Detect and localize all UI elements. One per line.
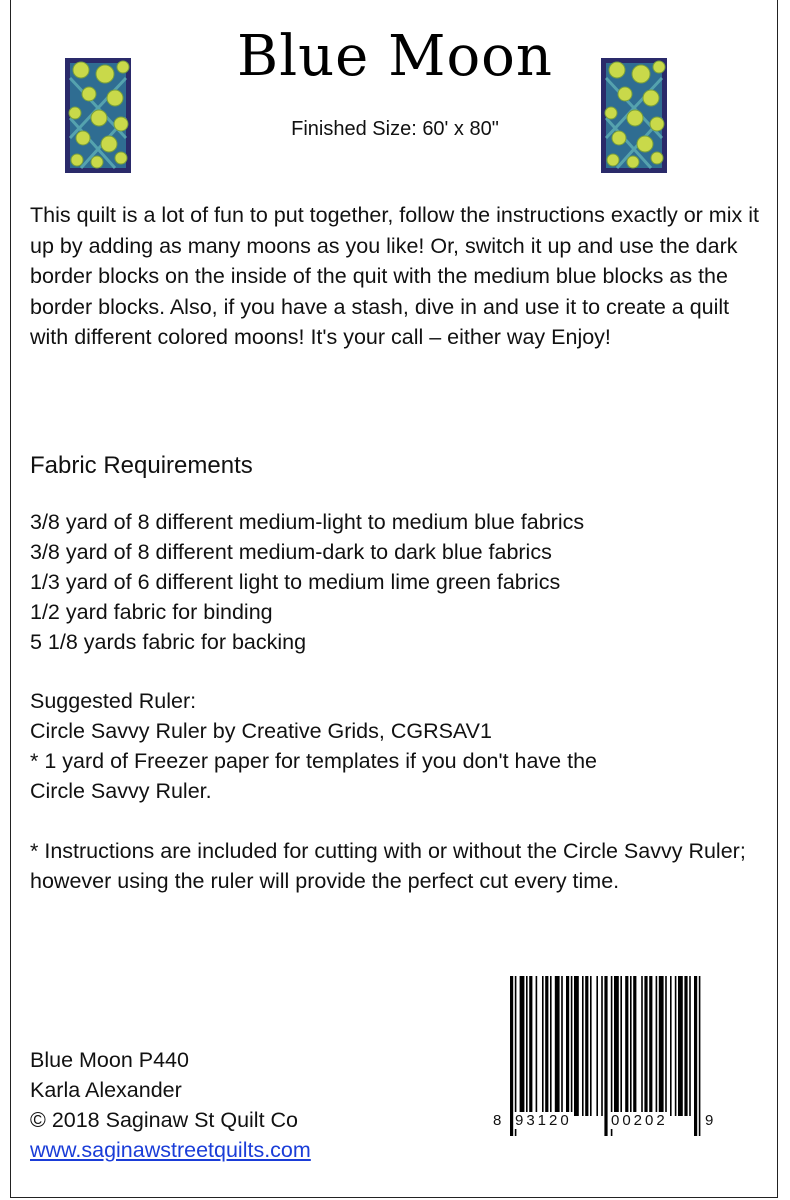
barcode-bar — [585, 976, 588, 1116]
barcode-bar — [625, 976, 628, 1116]
ruler-name: Circle Savvy Ruler by Creative Grids, CGRSAV1 — [30, 719, 492, 743]
barcode-bar — [678, 976, 683, 1116]
barcode-bar — [555, 976, 560, 1116]
ruler-heading: Suggested Ruler: — [30, 689, 197, 713]
quilt-thumbnail-left — [65, 58, 131, 173]
suggested-ruler-section — [30, 686, 760, 806]
barcode-bar — [641, 976, 643, 1116]
barcode-lead-digit: 8 — [493, 1112, 502, 1129]
barcode-right-group: 00202 — [611, 1112, 668, 1129]
barcode-bar — [656, 976, 658, 1116]
barcode-bar — [536, 976, 538, 1116]
barcode-bar — [675, 976, 677, 1116]
barcode-bar — [644, 976, 647, 1116]
barcode-bar — [550, 976, 552, 1116]
website-link[interactable]: www.saginawstreetquilts.com — [30, 1138, 311, 1162]
fabric-requirements-heading: Fabric Requirements — [30, 452, 253, 479]
fabric-item: 1/3 yard of 6 different light to medium lime green fabrics — [30, 570, 561, 594]
barcode-bar — [614, 976, 619, 1116]
page-title: Blue Moon — [237, 24, 553, 89]
fabric-item: 3/8 yard of 8 different medium-dark to dark blue fabrics — [30, 540, 552, 564]
product-code: Blue Moon P440 — [30, 1048, 189, 1072]
barcode-bar — [596, 976, 598, 1116]
barcode-bar — [566, 976, 569, 1116]
barcode-bar — [520, 976, 525, 1116]
barcode-bar — [582, 976, 584, 1116]
fabric-item: 3/8 yard of 8 different medium-light to medium blue fabrics — [30, 510, 585, 534]
barcode-bar — [689, 976, 691, 1116]
barcode-bar — [601, 976, 603, 1116]
barcode-bar — [633, 976, 636, 1116]
barcode-bar — [574, 976, 579, 1116]
barcode-bar — [684, 976, 687, 1116]
barcode-bar — [526, 976, 528, 1116]
barcode-bar — [630, 976, 632, 1116]
fabric-item: 1/2 yard fabric for binding — [30, 600, 273, 624]
ruler-alternative-line-1: * 1 yard of Freezer paper for templates if you don't have the — [30, 749, 597, 773]
copyright: © 2018 Saginaw St Quilt Co — [30, 1108, 299, 1132]
barcode-bar — [659, 976, 664, 1116]
ruler-alternative-line-2: Circle Savvy Ruler. — [30, 779, 212, 803]
intro-paragraph: This quilt is a lot of fun to put together, follow the instructions exactly or mix it up by adding as many moons as you like! Or, switch it up and use the dark border blocks on the inside of the quit with the medium blue blocks as the border blocks. Also, if you have a stash, dive in and use it to create a quilt with different colored moons! It's your call – either way Enjoy! — [30, 203, 759, 349]
barcode-left-group: 93120 — [515, 1112, 572, 1129]
barcode-bar — [590, 976, 592, 1116]
barcode-bar — [571, 976, 573, 1116]
footer-info — [30, 1045, 311, 1165]
instructions-note: * Instructions are included for cutting with or without the Circle Savvy Ruler; however using the ruler will provide the perfect cut every time. — [30, 839, 746, 893]
fabric-item: 5 1/8 yards fabric for backing — [30, 630, 307, 654]
barcode-bar — [665, 976, 667, 1116]
barcode-bar — [620, 976, 622, 1116]
barcode-check-digit: 9 — [705, 1112, 714, 1129]
barcode-bar — [529, 976, 532, 1116]
barcode-digits — [492, 1112, 718, 1136]
barcode-bar — [545, 976, 548, 1116]
quilt-thumbnail-right — [601, 58, 667, 173]
fabric-requirements-list — [30, 507, 584, 657]
barcode-bar — [649, 976, 652, 1116]
designer-name: Karla Alexander — [30, 1078, 182, 1102]
barcode-bar — [561, 976, 563, 1116]
barcode-bar — [670, 976, 672, 1116]
barcode-bar — [542, 976, 544, 1116]
finished-size: Finished Size: 60' x 80" — [291, 118, 499, 140]
